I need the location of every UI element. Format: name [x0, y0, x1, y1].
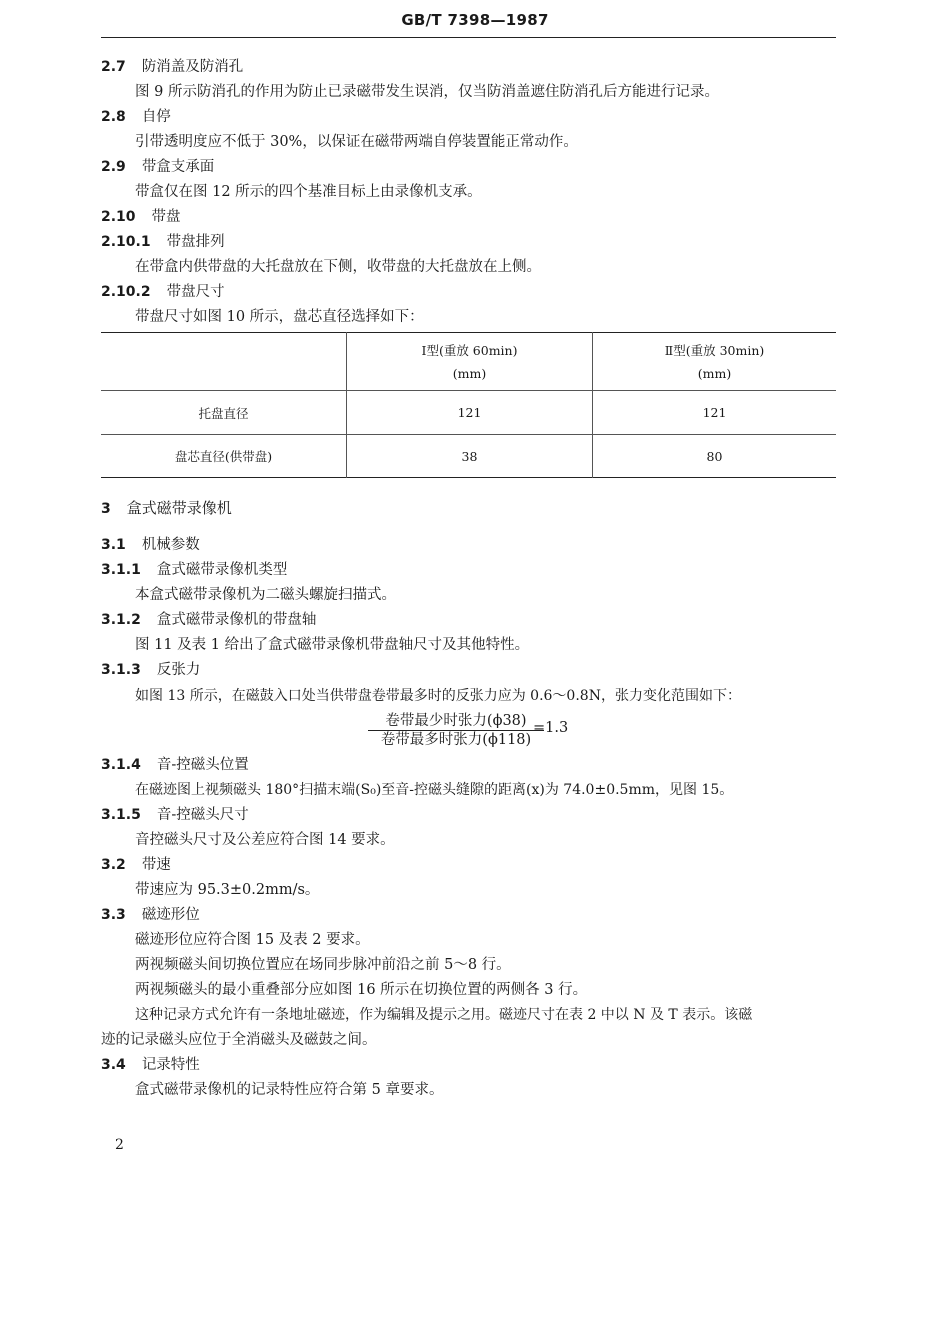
page-header: GB/T 7398—1987 [401, 11, 549, 29]
table-cell: 121 [347, 391, 593, 435]
section-title: 机械参数 [141, 537, 200, 553]
heading-3-3 [101, 905, 200, 925]
row-label: 托盘直径 [101, 391, 347, 435]
section-title: 音-控磁头位置 [156, 757, 249, 773]
section-title: 带盘尺寸 [166, 284, 225, 300]
paragraph-3-3-3: 两视频磁头的最小重叠部分应如图 16 所示在切换位置的两侧各 3 行。 [135, 982, 588, 998]
table-cell: 38 [347, 435, 593, 478]
section-number: 2.7 [101, 59, 126, 75]
row-label: 盘芯直径(供带盘) [101, 435, 347, 478]
heading-2-10 [101, 207, 181, 227]
section-title: 带盘 [151, 209, 181, 225]
page-number: 2 [115, 1137, 124, 1153]
table-row [101, 391, 836, 435]
section-number: 2.10 [101, 209, 136, 225]
heading-2-8 [101, 107, 171, 127]
heading-3-4 [101, 1055, 200, 1075]
heading-3-1-2 [101, 610, 316, 630]
reel-dimension-table [101, 332, 836, 478]
header-label: Ⅰ型(重放 60min) [421, 342, 518, 358]
section-title: 盒式磁带录像机 [126, 499, 232, 517]
section-title: 盒式磁带录像机类型 [156, 562, 288, 578]
section-number: 3.1.2 [101, 612, 141, 628]
heading-3-1-4 [101, 755, 249, 775]
heading-3-1-5 [101, 805, 249, 825]
paragraph-2-8: 引带透明度应不低于 30%，以保证在磁带两端自停装置能正常动作。 [135, 134, 578, 150]
section-number: 2.9 [101, 159, 126, 175]
paragraph-3-3-2: 两视频磁头间切换位置应在场同步脉冲前沿之前 5～8 行。 [135, 957, 511, 973]
section-number: 3.4 [101, 1057, 126, 1073]
header-unit: (mm) [697, 365, 732, 381]
section-number: 3.1.5 [101, 807, 141, 823]
table-header-type-1 [347, 333, 593, 391]
paragraph-2-10-1: 在带盒内供带盘的大托盘放在下侧，收带盘的大托盘放在上侧。 [135, 259, 541, 275]
table-row [101, 435, 836, 478]
section-title: 带盒支承面 [141, 159, 215, 175]
section-title: 记录特性 [141, 1057, 200, 1073]
paragraph-3-2: 带速应为 95.3±0.2mm/s。 [135, 882, 320, 898]
header-rule [101, 37, 836, 38]
section-number: 2.10.1 [101, 234, 151, 250]
section-number: 3.1 [101, 537, 126, 553]
section-title: 防消盖及防消孔 [141, 59, 244, 75]
paragraph-3-1-2: 图 11 及表 1 给出了盒式磁带录像机带盘轴尺寸及其他特性。 [135, 637, 530, 653]
table-corner-cell [101, 333, 347, 391]
formula-numerator: 卷带最少时张力(ϕ38) [385, 713, 527, 729]
paragraph-3-1-3: 如图 13 所示，在磁鼓入口处当供带盘卷带最多时的反张力应为 0.6～0.8N，张力变化范围如下： [135, 688, 741, 704]
formula-result: =1.3 [533, 720, 569, 736]
section-number: 3.1.1 [101, 562, 141, 578]
paragraph-3-4: 盒式磁带录像机的记录特性应符合第 5 章要求。 [135, 1082, 444, 1098]
table-header-type-2 [593, 333, 837, 391]
table-header-row [101, 333, 836, 391]
section-number: 3.1.3 [101, 662, 141, 678]
section-title: 反张力 [156, 662, 201, 678]
section-title: 自停 [141, 109, 171, 125]
section-number: 3.1.4 [101, 757, 141, 773]
paragraph-3-3-4: 这种记录方式允许有一条地址磁迹，作为编辑及提示之用。磁迹尺寸在表 2 中以 N 及 T 表示。该磁 [135, 1007, 753, 1023]
section-title: 音-控磁头尺寸 [156, 807, 249, 823]
heading-3-1-1 [101, 560, 287, 580]
section-number: 3.2 [101, 857, 126, 873]
section-number: 2.8 [101, 109, 126, 125]
paragraph-2-9: 带盒仅在图 12 所示的四个基准目标上由录像机支承。 [135, 184, 482, 200]
section-number: 2.10.2 [101, 284, 151, 300]
heading-2-10-2 [101, 282, 225, 302]
heading-2-7 [101, 57, 243, 77]
header-unit: (mm) [452, 365, 487, 381]
section-title: 带盘排列 [166, 234, 225, 250]
heading-2-10-1 [101, 232, 225, 252]
section-title: 磁迹形位 [141, 907, 200, 923]
heading-2-9 [101, 157, 214, 177]
tension-ratio-formula [366, 712, 546, 749]
paragraph-3-3-4-cont: 迹的记录磁头应位于全消磁头及磁鼓之间。 [101, 1032, 377, 1048]
heading-3-2 [101, 855, 171, 875]
paragraph-2-10-2: 带盘尺寸如图 10 所示，盘芯直径选择如下： [135, 309, 424, 325]
heading-3-1 [101, 535, 200, 555]
section-title: 盒式磁带录像机的带盘轴 [156, 612, 317, 628]
section-title: 带速 [141, 857, 171, 873]
paragraph-3-1-4: 在磁迹图上视频磁头 180°扫描末端(S₀)至音-控磁头缝隙的距离(x)为 74.0±0.5mm，见图 15。 [135, 782, 734, 798]
heading-3-1-3 [101, 660, 200, 680]
formula-denominator: 卷带最多时张力(ϕ118) [380, 732, 532, 748]
paragraph-3-3-1: 磁迹形位应符合图 15 及表 2 要求。 [135, 932, 370, 948]
paragraph-2-7: 图 9 所示防消孔的作用为防止已录磁带发生误消，仅当防消盖遮住防消孔后方能进行记录。 [135, 84, 719, 100]
section-number: 3 [101, 501, 111, 517]
table-cell: 121 [593, 391, 837, 435]
paragraph-3-1-1: 本盒式磁带录像机为二磁头螺旋扫描式。 [135, 587, 396, 603]
paragraph-3-1-5: 音控磁头尺寸及公差应符合图 14 要求。 [135, 832, 395, 848]
heading-3 [101, 498, 232, 519]
table-cell: 80 [593, 435, 837, 478]
header-label: Ⅱ型(重放 30min) [664, 342, 765, 358]
section-number: 3.3 [101, 907, 126, 923]
